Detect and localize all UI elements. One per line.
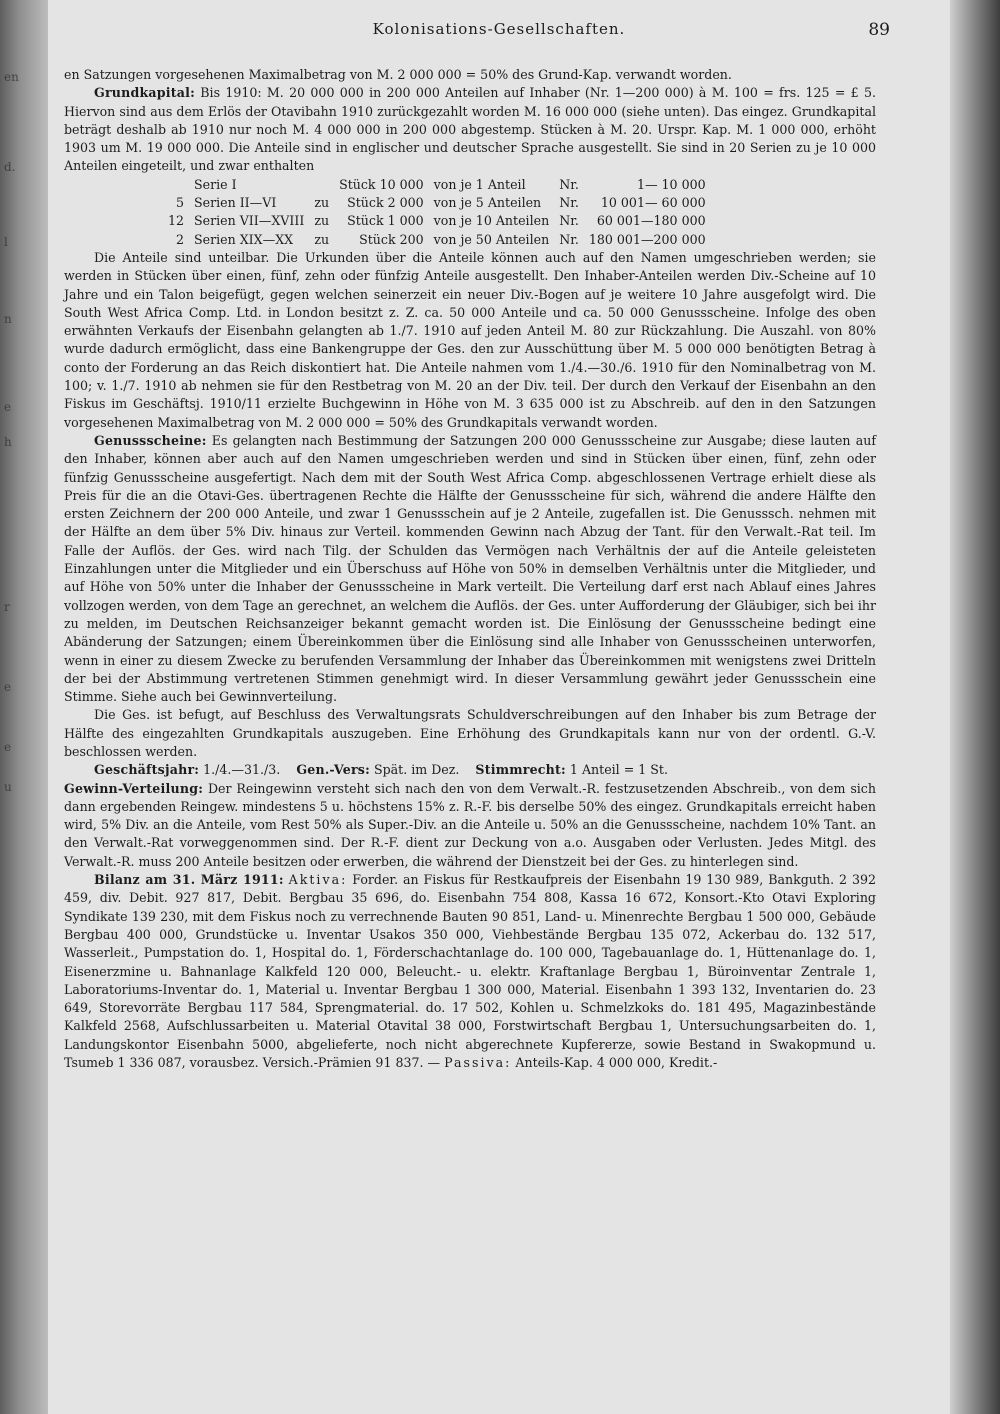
paragraph-continuation: en Satzungen vorgesehenen Maximalbetrag von M. 2 000 000 = 50% des Grund-Kap. verwandt worden.	[64, 67, 732, 82]
book-edge-shadow	[950, 0, 1000, 1414]
adjacent-page-strip	[0, 0, 48, 1414]
series-name: Serien XIX—XX	[194, 231, 294, 247]
series-von: von je 1 Anteil	[433, 176, 526, 192]
series-nr: Nr.	[559, 176, 579, 192]
series-zu: zu	[314, 213, 330, 229]
series-stueck: Stück 1 000	[347, 213, 424, 229]
series-zu: zu	[314, 231, 330, 247]
page-number: 89	[868, 20, 890, 40]
value-gen-vers: Spät. im Dez.	[373, 762, 460, 778]
table-row	[114, 231, 716, 249]
series-zu: zu	[314, 195, 330, 211]
page-header	[48, 20, 950, 44]
series-nr: Nr.	[559, 195, 579, 211]
margin-fragment: u	[4, 780, 12, 794]
paragraph-genussscheine	[64, 432, 876, 706]
running-title: Kolonisations-Gesellschaften.	[372, 20, 626, 38]
paragraph-grundkapital	[64, 84, 876, 175]
series-table	[114, 176, 716, 249]
paragraph-geschaeftsjahr	[64, 761, 876, 779]
label-gen-vers: Gen.-Vers:	[296, 762, 370, 778]
margin-fragment: r	[4, 600, 10, 614]
text-genussscheine: Es gelangten nach Bestimmung der Satzungen 200 000 Genussscheine zur Ausgabe; diese lauten auf den Inhaber, können aber auch auf den Namen umgeschrieben werden und sind in Stücken über einen, fünf, zehn oder fünfzig Genussscheine ausgefertigt. Nach dem mit der South West Africa Comp. abgeschlossenen Vertrage erhielt diese als Preis für die an die Otavi-Ges. übertragenen Rechte die Hälfte der Genussscheine für sich, während die andere Hälfte den ersten Zeichnern der 200 000 Anteile, und zwar 1 Genussschein auf je 2 Anteile, zugefallen ist. Die Genusssch. nehmen mit der Hälfte an dem über 5% Div. hinaus zur Verteil. kommenden Gewinn nach Abzug der Tant. für den Verwalt.-Rat teil. Im Falle der Auflös. der Ges. wird nach Tilg. der Schulden das Vermögen nach Verhältnis der auf die Anteile geleisteten Einzahlungen unter die Mitglieder und ein Überschuss auf Höhe von 50% in demselben Verhältnis unter die Mitglieder, und auf Höhe von 50% unter die Inhaber der Genussscheine in Mark verteilt. Die Verteilung darf erst nach Ablauf eines Jahres vollzogen werden, von dem Tage an gerechnet, an welchem die Auflös. der Ges. unter Aufforderung der Gläubiger, sich bei ihr zu melden, im Deutschen Reichsanzeiger bekannt gemacht worden ist. Die Einlösung der Genussscheine bedingt eine Abänderung der Satzungen; einem Übereinkommen über die Einlösung sind alle Inhaber von Genussscheinen unterworfen, wenn in einer zu diesem Zwecke zu berufenden Versammlung der Inhaber das Übereinkommen mit wenigstens zwei Dritteln der bei der Abstimmung vertretenen Stimmen genehmigt wird. In dieser Versammlung gewährt jeder Genussschein eine Stimme. Siehe auch bei Gewinnverteilung.	[64, 432, 876, 705]
value-geschaeftsjahr: 1./4.—31./3.	[203, 762, 281, 778]
value-stimmrecht: 1 Anteil = 1 St.	[569, 762, 668, 778]
series-name: Serien VII—XVIII	[194, 213, 305, 229]
table-row	[114, 194, 716, 212]
paragraph-gewinnverteilung	[64, 780, 876, 871]
book-page	[48, 0, 950, 1414]
series-stueck: Stück 10 000	[339, 176, 424, 192]
label-stimmrecht: Stimmrecht:	[475, 762, 566, 778]
margin-fragment: e	[4, 680, 12, 694]
label-gewinnverteilung: Gewinn-Verteilung:	[64, 780, 204, 796]
series-count: 5	[175, 195, 184, 211]
text-gewinnverteilung: Der Reingewinn versteht sich nach den von dem Verwalt.-R. festzusetzenden Abschreib., von dem sich dann ergebenden Reingew. mindestens 5 u. höchstens 15% z. R.-F. bis derselbe 50% des eingez. Grundkapitals erreicht haben wird, 5% Div. an die Anteile, vom Rest 50% als Super.-Div. an die Anteile u. 50% an die Genussscheine, nachdem 10% Tant. an den Verwalt.-Rat vorweggenommen sind. Der R.-F. dient zur Deckung von a.o. Ausgaben oder Verlusten. Jedes Mitgl. des Verwalt.-R. muss 200 Anteile besitzen oder erwerben, die während der Dienstzeit bei der Ges. zu hinterlegen sind.	[64, 780, 876, 869]
margin-fragment: e	[4, 400, 12, 414]
margin-fragment: e	[4, 740, 12, 754]
series-von: von je 5 Anteilen	[433, 195, 542, 211]
series-range: 60 001—180 000	[596, 213, 706, 229]
label-bilanz: Bilanz am 31. März 1911:	[94, 872, 284, 888]
label-genussscheine: Genussscheine:	[94, 432, 207, 448]
label-passiva: Passiva:	[444, 1055, 512, 1071]
page-body	[64, 66, 876, 1072]
text-aktiva: Forder. an Fiskus für Restkaufpreis der Eisenbahn 19 130 989, Bankguth. 2 392 459, div. Debit. 927 817, Debit. Bergbau 35 696, do. Eisenbahn 754 808, Kassa 16 672, Konsort.-Kto Otavi Exploring Syndikate 139 230, mit dem Fiskus noch zu verrechnende Bauten 90 851, Land- u. Minenrechte Bergbau 1 500 000, Gebäude Bergbau 400 000, Grundstücke u. Inventar Usakos 350 000, Viehbestände Bergbau 135 072, Ackerbau do. 132 517, Wasserleit., Pumpstation do. 1, Hospital do. 1, Förderschachtanlage do. 100 000, Tagebauanlage do. 1, Hüttenanlage do. 1, Eisenerzmine u. Bahnanlage Kalkfeld 120 000, Beleucht.- u. elektr. Kraftanlage Bergbau 1, Büroinventar Zentrale 1, Laboratoriums-Inventar do. 1, Material u. Inventar Bergbau 1 300 000, Material. Eisenbahn 1 393 132, Inventarien do. 23 649, Storevorräte Bergbau 117 584, Sprengmaterial. do. 17 502, Kohlen u. Schmelzkoks do. 181 495, Magazinbestände Kalkfeld 2568, Aufschlussarbeiten u. Material Otavital 38 000, Forstwirtschaft Bergbau 1, Untersuchungsarbeiten do. 1, Landungskontor Eisenbahn 5000, abgelieferte, noch nicht abgerechnete Kupfererze, sowie Bestand in Swakopmund u. Tsumeb 1 336 087, vorausbez. Versich.-Prämien 91 837. —	[64, 872, 876, 1071]
margin-fragment: en	[4, 70, 19, 84]
series-count: 12	[167, 213, 184, 229]
series-zu	[314, 176, 339, 194]
margin-fragment: n	[4, 312, 12, 326]
series-range: 1— 10 000	[636, 176, 706, 192]
series-range: 10 001— 60 000	[600, 195, 706, 211]
series-von: von je 50 Anteilen	[433, 231, 550, 247]
series-count: 2	[175, 231, 184, 247]
series-nr: Nr.	[559, 231, 579, 247]
paragraph-befugt: Die Ges. ist befugt, auf Beschluss des Verwaltungsrats Schuldverschreibungen auf den Inhaber bis zum Betrage der Hälfte des eingezahlten Grundkapitals auszugeben. Eine Erhöhung des Grundkapitals kann nur von der ordentl. G.-V. beschlossen werden.	[64, 707, 876, 759]
table-row	[114, 176, 716, 194]
series-name: Serie I	[194, 176, 237, 192]
series-stueck: Stück 200	[359, 231, 424, 247]
margin-fragment: h	[4, 435, 12, 449]
series-nr: Nr.	[559, 213, 579, 229]
series-stueck: Stück 2 000	[347, 195, 424, 211]
paragraph-bilanz	[64, 871, 876, 1072]
series-von: von je 10 Anteilen	[433, 213, 550, 229]
series-range: 180 001—200 000	[588, 231, 706, 247]
label-aktiva: Aktiva:	[288, 872, 348, 888]
series-name: Serien II—VI	[194, 195, 277, 211]
label-grundkapital: Grundkapital:	[94, 85, 195, 101]
margin-fragment: l	[4, 235, 8, 249]
paragraph-anteile: Die Anteile sind unteilbar. Die Urkunden über die Anteile können auch auf den Namen umgeschrieben werden; sie werden in Stücken über einen, fünf, zehn oder fünfzig Anteile ausgestellt. Den Inhaber-Anteilen werden Div.-Scheine auf 10 Jahre und ein Talon beigefügt, gegen welchen seinerzeit ein neuer Div.-Bogen auf je weitere 10 Jahre ausgefolgt wird. Die South West Africa Comp. Ltd. in London besitzt z. Z. ca. 50 000 Anteile und ca. 50 000 Genussscheine. Infolge des oben erwähnten Verkaufs der Eisenbahn gelangten ab 1./7. 1910 auf jeden Anteil M. 80 zur Rückzahlung. Die Auszahl. von 80% wurde dadurch ermöglicht, dass eine Bankengruppe der Ges. den zur Ausschüttung über M. 5 000 000 benötigten Betrag à conto der Forderung an das Reich diskontiert hat. Die Anteile nahmen vom 1./4.—30./6. 1910 für den Nominalbetrag von M. 100; v. 1./7. 1910 ab nehmen sie für den Restbetrag von M. 20 an der Div. teil. Der durch den Verkauf der Eisenbahn an den Fiskus im Geschäftsj. 1910/11 erzielte Buchgewinn in Höhe von M. 3 635 000 ist zu Abschreib. auf den in den Satzungen vorgesehenen Maximalbetrag von M. 2 000 000 = 50% des Grundkapitals verwandt worden.	[64, 249, 876, 430]
series-count	[114, 176, 194, 194]
margin-fragment: d.	[4, 160, 16, 174]
label-geschaeftsjahr: Geschäftsjahr:	[94, 762, 200, 778]
text-grundkapital: Bis 1910: M. 20 000 000 in 200 000 Anteilen auf Inhaber (Nr. 1—200 000) à M. 100 = frs. 125 = £ 5. Hiervon sind aus dem Erlös der Otavibahn 1910 zurückgezahlt worden M. 16 000 000 (siehe unten). Das eingez. Grundkapital beträgt deshalb ab 1910 nur noch M. 4 000 000 in 200 000 abgestemp. Stücken à M. 20. Urspr. Kap. M. 1 000 000, erhöht 1903 um M. 19 000 000. Die Anteile sind in englischer und deutscher Sprache ausgestellt. Sie sind in 20 Serien zu je 10 000 Anteilen eingeteilt, und zwar enthalten	[64, 85, 876, 174]
text-passiva: Anteils-Kap. 4 000 000, Kredit.-	[515, 1055, 718, 1071]
table-row	[114, 212, 716, 230]
